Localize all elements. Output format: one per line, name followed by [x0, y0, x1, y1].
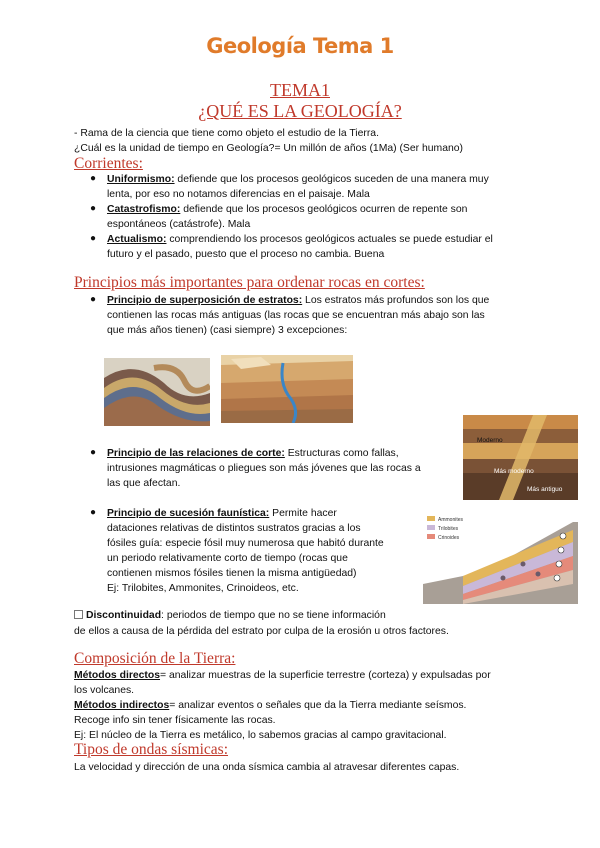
- bullet-icon: ●: [90, 447, 97, 458]
- discontinuidad-line-2: de ellos a causa de la pérdida del estrato por culpa de la erosión u otros factores.: [74, 626, 449, 637]
- bullet-icon: ●: [90, 203, 97, 214]
- intro-line-2: ¿Cuál es la unidad de tiempo en Geología?= Un millón de años (1Ma) (Ser humano): [74, 143, 463, 154]
- intro-line-1: - Rama de la ciencia que tiene como objeto el estudio de la Tierra.: [74, 128, 379, 139]
- faunistica-line-6: Ej: Trilobites, Ammonites, Crinoideos, etc.: [107, 583, 299, 594]
- uniformismo-item: Uniformismo: defiende que los procesos geológicos suceden de una manera muy: [107, 174, 489, 185]
- folded-strata-image: [104, 358, 210, 426]
- uniformismo-line-2: lenta, por eso no notamos diferencias en el paisaje. Mala: [107, 189, 370, 200]
- ondas-heading: Tipos de ondas sísmicas:: [74, 741, 229, 758]
- faunistica-line-4: un periodo relativamente corto de tiempo (rocas que: [107, 553, 348, 564]
- faunistica-line-5: contienen mismos fósiles tienen la misma antigüedad): [107, 568, 357, 579]
- corte-line-3: las que afectan.: [107, 478, 181, 489]
- faunistica-item: Principio de sucesión faunística: Permite hacer: [107, 508, 337, 519]
- checkbox-icon: [74, 610, 83, 619]
- faunistica-line-3: fósiles guía: especie fósil muy numerosa que habitó durante: [107, 538, 384, 549]
- canyon-strata-image: [221, 355, 353, 423]
- label-mas-antiguo: Más antiguo: [527, 486, 563, 493]
- nucleo-ejemplo: Ej: El núcleo de la Tierra es metálico, lo sabemos gracias al campo gravitacional.: [74, 730, 447, 741]
- tema-heading: TEMA1: [270, 80, 330, 100]
- cut-relations-image: [463, 415, 578, 500]
- superposicion-item: Principio de superposición de estratos: Los estratos más profundos son los que: [107, 295, 490, 306]
- metodos-directos-line-2: los volcanes.: [74, 685, 135, 696]
- corte-item: Principio de las relaciones de corte: Estructuras como fallas,: [107, 448, 399, 459]
- composicion-heading: Composición de la Tierra:: [74, 650, 236, 667]
- metodos-indirectos: Métodos indirectos= analizar eventos o señales que da la Tierra mediante seísmos.: [74, 700, 467, 711]
- bullet-icon: ●: [90, 294, 97, 305]
- document-title: Geología Tema 1: [206, 34, 394, 58]
- corrientes-heading: Corrientes:: [74, 155, 143, 172]
- discontinuidad-item: Discontinuidad: periodos de tiempo que no se tiene información: [74, 608, 386, 623]
- catastrofismo-item: Catastrofismo: defiende que los procesos geológicos ocurren de repente son: [107, 204, 468, 215]
- catastrofismo-line-2: espontáneos (catástrofe). Mala: [107, 219, 251, 230]
- legend-crinoides: Crinoides: [438, 535, 460, 541]
- fauna-succession-image: [423, 512, 578, 604]
- principios-heading: Principios más importantes para ordenar rocas en cortes:: [74, 274, 425, 291]
- bullet-icon: ●: [90, 233, 97, 244]
- superposicion-line-3: que más años tienen) (casi siempre) 3 excepciones:: [107, 325, 348, 336]
- superposicion-line-2: contienen las rocas más antiguas (las rocas que se encuentran más abajo son las: [107, 310, 485, 321]
- legend-ammonites: Ammonites: [438, 517, 464, 523]
- actualismo-line-2: futuro y el pasado, puesto que el proceso no cambia. Buena: [107, 249, 385, 260]
- metodos-indirectos-line-2: Recoge info sin tener físicamente las rocas.: [74, 715, 276, 726]
- actualismo-item: Actualismo: comprendiendo los procesos geológicos actuales se puede estudiar el: [107, 234, 493, 245]
- bullet-icon: ●: [90, 507, 97, 518]
- bullet-icon: ●: [90, 173, 97, 184]
- question-heading: ¿QUÉ ES LA GEOLOGÍA?: [198, 101, 402, 121]
- metodos-directos: Métodos directos= analizar muestras de la superficie terrestre (corteza) y expulsadas por: [74, 670, 491, 681]
- corte-line-2: intrusiones magmáticas o pliegues son más jóvenes que las rocas a: [107, 463, 421, 474]
- ondas-text: La velocidad y dirección de una onda sísmica cambia al atravesar diferentes capas.: [74, 762, 460, 773]
- legend-trilobites: Trilobites: [438, 526, 459, 532]
- label-moderno: Moderno: [477, 437, 503, 444]
- faunistica-line-2: dataciones relativas de distintos sustratos gracias a los: [107, 523, 361, 534]
- label-mas-moderno: Más moderno: [494, 468, 534, 475]
